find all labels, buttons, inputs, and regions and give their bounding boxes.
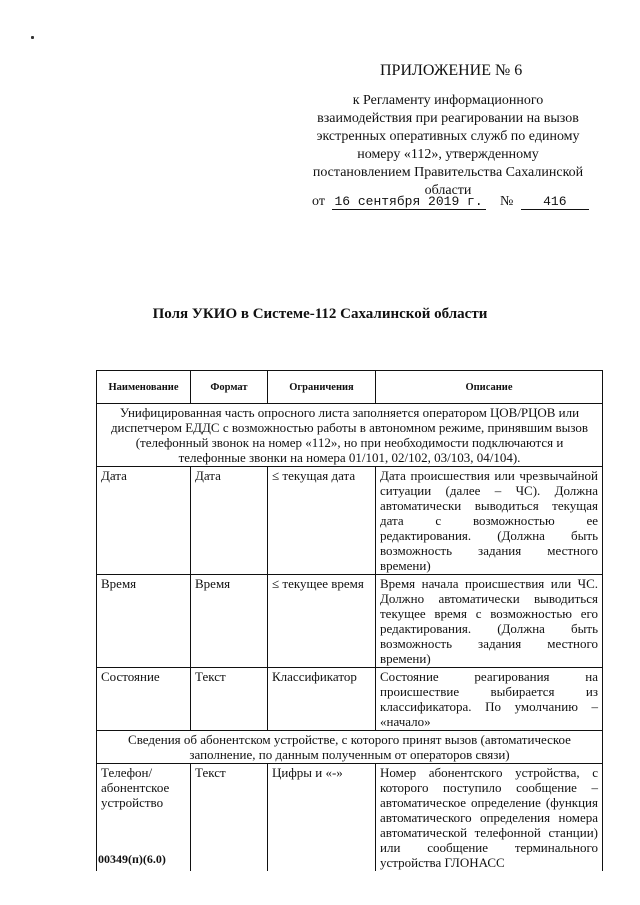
section-row	[97, 404, 603, 467]
field-limit: Классификатор	[268, 668, 376, 731]
appendix-line: номеру «112», утвержденному	[357, 147, 539, 162]
field-limit: ≤ текущая дата	[268, 467, 376, 575]
date-prefix: от	[312, 194, 325, 209]
section-row	[97, 731, 603, 764]
section-caption: Сведения об абонентском устройстве, с которого принят вызов (автоматическое заполнение, по данным полученным от операторов связи)	[97, 731, 603, 764]
form-code: 00349(п)(6.0)	[98, 852, 166, 866]
resolution-date: 16 сентября 2019 г.	[332, 195, 486, 210]
field-format: Время	[191, 575, 268, 668]
resolution-date-line	[312, 194, 589, 210]
field-format: Текст	[191, 764, 268, 872]
field-limit: Цифры и «-»	[268, 764, 376, 872]
appendix-line: постановлением Правительства Сахалинской	[312, 165, 584, 180]
resolution-number: 416	[521, 195, 589, 210]
field-description: Состояние реагирования на происшествие выбирается из классификатора. По умолчанию – «начало»	[376, 668, 603, 731]
appendix-line: взаимодействия при реагировании на вызов	[317, 111, 579, 126]
appendix-line: к Регламенту информационного	[352, 93, 544, 108]
column-header-format: Формат	[191, 371, 268, 404]
field-description: Номер абонентского устройства, с которого поступило сообщение – автоматическое определение (функция автоматического определения номера автоматической телефонной станции) или сообщение терминального устройства ГЛОНАСС	[376, 764, 603, 872]
column-header-name: Наименование	[97, 371, 191, 404]
number-prefix: №	[499, 194, 514, 209]
field-description: Время начала происшествия или ЧС. Должно автоматически выводиться текущее время с возможностью его редактирования. (Должна быть возможность задания местного времени)	[376, 575, 603, 668]
fields-table	[96, 370, 603, 871]
appendix-line: экстренных оперативных служб по единому	[316, 129, 580, 144]
document-title: Поля УКИО в Системе-112 Сахалинской области	[152, 306, 488, 322]
scan-speck	[31, 36, 34, 39]
table-row	[97, 467, 603, 575]
field-name: Состояние	[97, 668, 191, 731]
table-row	[97, 575, 603, 668]
field-description: Дата происшествия или чрезвычайной ситуации (далее – ЧС). Должна автоматически выводиться текущая дата с возможностью ее редактирования. (Должна быть возможность задания местного времени)	[376, 467, 603, 575]
field-limit: ≤ текущее время	[268, 575, 376, 668]
appendix-line: области	[424, 183, 472, 198]
column-header-limits: Ограничения	[268, 371, 376, 404]
field-name: Телефон/ абонентское устройство	[97, 764, 191, 872]
column-header-description: Описание	[376, 371, 603, 404]
appendix-heading: ПРИЛОЖЕНИЕ № 6	[380, 62, 523, 79]
field-format: Дата	[191, 467, 268, 575]
table-header-row	[97, 371, 603, 404]
field-name: Время	[97, 575, 191, 668]
field-name: Дата	[97, 467, 191, 575]
table-row	[97, 668, 603, 731]
table-row	[97, 764, 603, 872]
appendix-reference	[290, 92, 606, 200]
section-caption: Унифицированная часть опросного листа заполняется оператором ЦОВ/РЦОВ или диспетчером ЕДДС с возможностью работы в автономном режиме, принявшим вызов (телефонный звонок на номер «112», но при необходимости подключаются и телефонные звонки на номера 01/101, 02/102, 03/103, 04/104).	[97, 404, 603, 467]
field-format: Текст	[191, 668, 268, 731]
